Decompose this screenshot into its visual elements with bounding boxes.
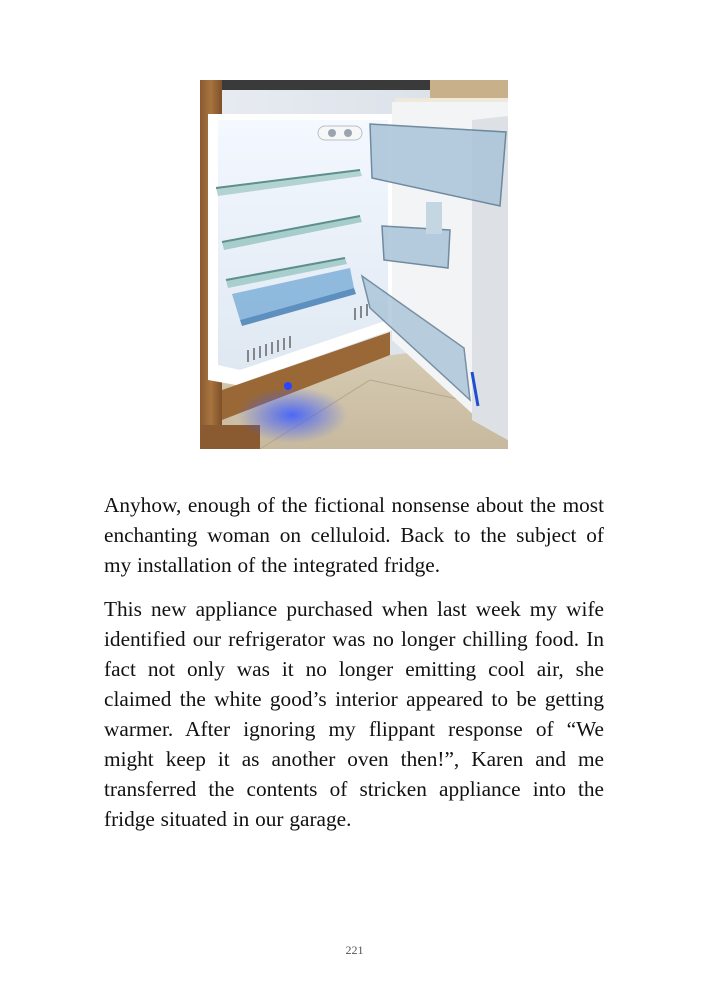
fridge-photo [200, 80, 508, 449]
page-number: 221 [345, 943, 364, 957]
paragraph-1: Anyhow, enough of the fictional nonsense about the most enchanting woman on celluloid. Back to the subject of my installation of the integrated fridge. [104, 493, 604, 577]
body-text [104, 490, 604, 848]
paragraph-2: This new appliance purchased when last week my wife identified our refrigerator was no longer chilling food. In fact not only was it no longer emitting cool air, she claimed the white good’s interior appeared to be getting warmer. After ignoring my flippant response of “We might keep it as another oven then!”, Karen and me transferred the contents of stricken appliance into the fridge situated in our garage. [104, 597, 604, 831]
